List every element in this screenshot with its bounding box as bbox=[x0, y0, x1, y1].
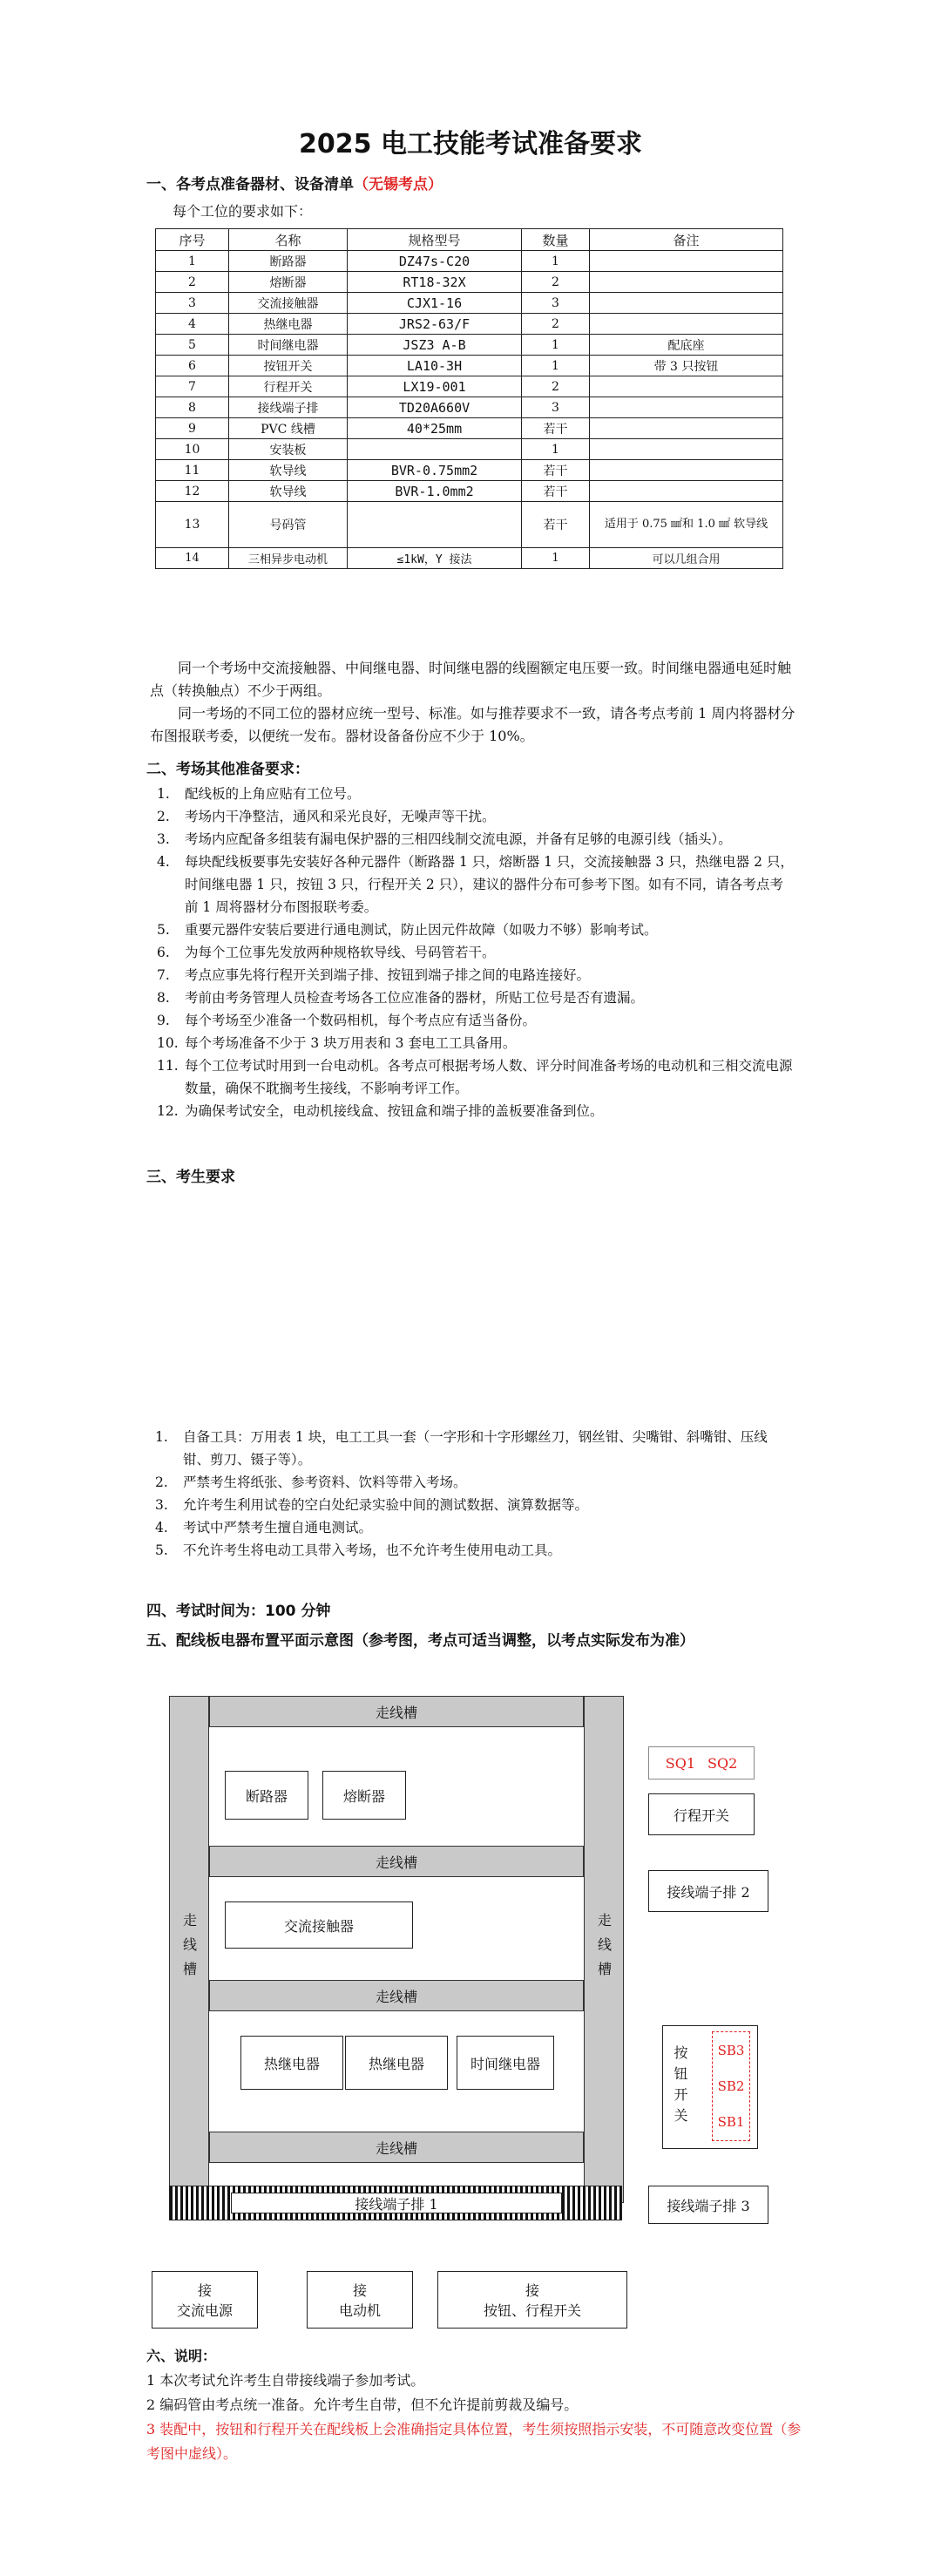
table-cell: 2 bbox=[522, 376, 590, 397]
table-cell: 配底座 bbox=[590, 335, 783, 356]
sq2-label: SQ2 bbox=[707, 1754, 738, 1772]
table-cell: 9 bbox=[156, 418, 229, 439]
table-cell: JSZ3 A-B bbox=[348, 335, 522, 356]
list-item-number: 9. bbox=[157, 1013, 170, 1028]
list-item-text: 配线板的上角应贴有工位号。 bbox=[185, 786, 361, 802]
table-row bbox=[156, 439, 783, 460]
section1-para1: 同一个考场中交流接触器、中间继电器、时间继电器的线圈额定电压要一致。时间继电器通电延时触点（转换触点）不少于两组。 bbox=[150, 660, 792, 699]
list-item bbox=[150, 783, 795, 805]
button-group bbox=[712, 2031, 750, 2141]
table-cell: 8 bbox=[156, 397, 229, 418]
fuse-component: 熔断器 bbox=[322, 1771, 406, 1820]
list-item-text: 自备工具：万用表 1 块，电工工具一套（一字形和十字形螺丝刀，钢丝钳、尖嘴钳、斜嘴钳、压线钳、剪刀、镊子等）。 bbox=[183, 1429, 768, 1468]
trunking-label: 走线槽 bbox=[375, 1988, 417, 2005]
table-cell: 安装板 bbox=[229, 439, 348, 460]
list-item-number: 12. bbox=[157, 1103, 179, 1119]
button-switch bbox=[662, 2025, 758, 2149]
table-header-cell: 序号 bbox=[156, 229, 229, 251]
table-cell bbox=[590, 376, 783, 397]
list-item-number: 7. bbox=[157, 967, 170, 983]
list-item bbox=[148, 1426, 793, 1471]
trunking-row-1 bbox=[209, 1696, 584, 1727]
table-cell: 若干 bbox=[522, 418, 590, 439]
table-cell bbox=[590, 293, 783, 314]
left-trunking-label: 走线槽 bbox=[180, 1913, 198, 1986]
sb2-label: SB2 bbox=[717, 2078, 745, 2094]
table-cell bbox=[590, 439, 783, 460]
table-header-cell: 数量 bbox=[522, 229, 590, 251]
list-item-number: 3. bbox=[155, 1497, 168, 1513]
section1-heading bbox=[146, 172, 443, 193]
trunking-label: 走线槽 bbox=[375, 2139, 417, 2157]
table-cell: 若干 bbox=[522, 502, 590, 548]
terminal-block-3: 接线端子排 3 bbox=[648, 2186, 768, 2224]
list-item-text: 允许考生利用试卷的空白处纪录实验中间的测试数据、演算数据等。 bbox=[183, 1497, 589, 1513]
button-limit-connection-line2: 按钮、行程开关 bbox=[483, 2302, 581, 2319]
list-item-number: 6. bbox=[157, 945, 170, 960]
table-cell: 10 bbox=[156, 439, 229, 460]
list-item bbox=[150, 941, 795, 964]
list-item-text: 每个考场准备不少于 3 块万用表和 3 套电工工具备用。 bbox=[185, 1035, 517, 1051]
table-row bbox=[156, 548, 783, 569]
table-cell: 1 bbox=[522, 251, 590, 272]
right-trunking-label: 走线槽 bbox=[595, 1913, 613, 1986]
table-cell: 1 bbox=[522, 439, 590, 460]
list-item-text: 考试中严禁考生擅自通电测试。 bbox=[183, 1520, 373, 1535]
list-item bbox=[150, 828, 795, 851]
table-cell: BVR-1.0mm2 bbox=[348, 481, 522, 502]
list-item bbox=[148, 1471, 793, 1494]
limit-switch-labels bbox=[648, 1746, 755, 1779]
table-cell: 14 bbox=[156, 548, 229, 569]
list-item-text: 为确保考试安全，电动机接线盒、按钮盒和端子排的盖板要准备到位。 bbox=[185, 1103, 604, 1119]
list-item bbox=[148, 1539, 793, 1562]
list-item-number: 11. bbox=[157, 1058, 179, 1074]
list-item-text: 每个考场至少准备一个数码相机，每个考点应有适当备份。 bbox=[185, 1013, 537, 1028]
table-cell bbox=[348, 439, 522, 460]
time-relay: 时间继电器 bbox=[457, 2036, 554, 2090]
list-item bbox=[150, 986, 795, 1009]
table-cell: 熔断器 bbox=[229, 272, 348, 293]
motor-connection-line1: 接 bbox=[352, 2282, 367, 2299]
power-connection-line2: 交流电源 bbox=[176, 2302, 233, 2319]
list-item-number: 1. bbox=[157, 786, 170, 802]
sb3-label: SB3 bbox=[717, 2042, 745, 2058]
table-cell: 可以几组合用 bbox=[590, 548, 783, 569]
note-3: 3 装配中，按钮和行程开关在配线板上会准确指定具体位置，考生须按照指示安装，不可随意改变位置（参考图中虚线）。 bbox=[146, 2421, 802, 2462]
list-item-text: 考点应事先将行程开关到端子排、按钮到端子排之间的电路连接好。 bbox=[185, 967, 591, 983]
table-header-cell: 规格型号 bbox=[348, 229, 522, 251]
list-item-number: 5. bbox=[155, 1542, 168, 1558]
table-cell: LX19-001 bbox=[348, 376, 522, 397]
table-cell bbox=[590, 314, 783, 335]
table-cell: PVC 线槽 bbox=[229, 418, 348, 439]
trunking-row-3 bbox=[209, 1980, 584, 2011]
list-item-number: 4. bbox=[157, 854, 170, 870]
left-trunking bbox=[169, 1696, 209, 2203]
trunking-label: 走线槽 bbox=[375, 1704, 417, 1721]
trunking-row-2 bbox=[209, 1846, 584, 1877]
table-cell: 3 bbox=[522, 397, 590, 418]
table-row bbox=[156, 335, 783, 356]
limit-switch: 行程开关 bbox=[648, 1793, 755, 1835]
list-item-number: 1. bbox=[155, 1429, 168, 1445]
section5-heading: 五、配线板电器布置平面示意图（参考图，考点可适当调整，以考点实际发布为准） bbox=[146, 1632, 694, 1650]
trunking-label: 走线槽 bbox=[375, 1854, 417, 1871]
table-cell: LA10-3H bbox=[348, 356, 522, 376]
table-cell: 2 bbox=[156, 272, 229, 293]
table-cell bbox=[590, 397, 783, 418]
table-cell bbox=[590, 251, 783, 272]
table-cell: TD20A660V bbox=[348, 397, 522, 418]
list-item bbox=[148, 1516, 793, 1539]
list-item bbox=[150, 964, 795, 986]
table-cell: 11 bbox=[156, 460, 229, 481]
contactor-component: 交流接触器 bbox=[225, 1901, 413, 1949]
table-cell bbox=[348, 502, 522, 548]
list-item-number: 8. bbox=[157, 990, 170, 1006]
section1-heading-text: 一、各考点准备器材、设备清单 bbox=[146, 176, 354, 193]
power-connection bbox=[152, 2271, 258, 2329]
terminal-block-1 bbox=[169, 2186, 622, 2220]
list-item bbox=[150, 919, 795, 941]
section3-list bbox=[148, 1426, 793, 1562]
document-title: 2025 电工技能考试准备要求 bbox=[299, 129, 642, 159]
table-cell: 适用于 0.75 ㎟和 1.0 ㎟ 软导线 bbox=[590, 502, 783, 548]
table-row bbox=[156, 397, 783, 418]
table-cell: 7 bbox=[156, 376, 229, 397]
note-2: 2 编码管由考点统一准备。允许考生自带，但不允许提前剪裁及编号。 bbox=[146, 2396, 579, 2413]
table-cell: 若干 bbox=[522, 481, 590, 502]
section2-list bbox=[150, 783, 795, 1122]
list-item bbox=[150, 1032, 795, 1054]
table-header-cell: 备注 bbox=[590, 229, 783, 251]
table-cell: 软导线 bbox=[229, 481, 348, 502]
motor-connection-line2: 电动机 bbox=[338, 2302, 381, 2319]
list-item-number: 10. bbox=[157, 1035, 179, 1051]
table-cell: 热继电器 bbox=[229, 314, 348, 335]
trunking-row-4 bbox=[209, 2132, 584, 2163]
table-cell: 13 bbox=[156, 502, 229, 548]
table-cell: 3 bbox=[522, 293, 590, 314]
list-item bbox=[150, 851, 795, 919]
table-cell: ≤1kW，Y 接法 bbox=[348, 548, 522, 569]
list-item bbox=[150, 1100, 795, 1122]
list-item-number: 2. bbox=[157, 809, 170, 824]
table-cell: 时间继电器 bbox=[229, 335, 348, 356]
list-item-number: 3. bbox=[157, 831, 170, 847]
list-item-text: 严禁考生将纸张、参考资料、饮料等带入考场。 bbox=[183, 1474, 467, 1490]
list-item-number: 4. bbox=[155, 1520, 168, 1535]
table-cell: JRS2-63/F bbox=[348, 314, 522, 335]
section6-heading: 六、说明： bbox=[146, 2348, 217, 2364]
list-item-number: 5. bbox=[157, 922, 170, 938]
list-item bbox=[150, 805, 795, 828]
sq1-label: SQ1 bbox=[665, 1754, 695, 1772]
table-row bbox=[156, 418, 783, 439]
list-item bbox=[150, 1054, 795, 1100]
list-item-text: 为每个工位事先发放两种规格软导线、号码管若干。 bbox=[185, 945, 496, 960]
list-item-text: 不允许考生将电动工具带入考场，也不允许考生使用电动工具。 bbox=[183, 1542, 562, 1558]
table-cell: 接线端子排 bbox=[229, 397, 348, 418]
table-cell: 三相异步电动机 bbox=[229, 548, 348, 569]
table-row bbox=[156, 314, 783, 335]
button-switch-label: 按钮开关 bbox=[672, 2045, 688, 2129]
list-item-text: 每个工位考试时用到一台电动机。各考点可根据考场人数、评分时间准备考场的电动机和三相交流电源数量，确保不耽搁考生接线，不影响考评工作。 bbox=[185, 1058, 793, 1096]
table-cell: 号码管 bbox=[229, 502, 348, 548]
table-row bbox=[156, 460, 783, 481]
power-connection-line1: 接 bbox=[197, 2282, 212, 2299]
section2-heading: 二、考场其他准备要求： bbox=[146, 761, 309, 778]
table-cell: 交流接触器 bbox=[229, 293, 348, 314]
table-cell: 行程开关 bbox=[229, 376, 348, 397]
equipment-table bbox=[155, 228, 783, 569]
table-row bbox=[156, 376, 783, 397]
table-cell bbox=[590, 272, 783, 293]
table-row bbox=[156, 481, 783, 502]
table-cell: 软导线 bbox=[229, 460, 348, 481]
table-cell: 1 bbox=[156, 251, 229, 272]
thermal-relay-1: 热继电器 bbox=[240, 2036, 343, 2090]
section1-para2: 同一考场的不同工位的器材应统一型号、标准。如与推荐要求不一致，请各考点考前 1 周内将器材分布图报联考委，以便统一发布。器材设备备份应不少于 10%。 bbox=[150, 705, 795, 744]
table-row bbox=[156, 251, 783, 272]
table-cell: BVR-0.75mm2 bbox=[348, 460, 522, 481]
table-row bbox=[156, 272, 783, 293]
list-item-text: 考场内干净整洁，通风和采光良好，无噪声等干扰。 bbox=[185, 809, 496, 824]
table-cell: 4 bbox=[156, 314, 229, 335]
list-item-number: 2. bbox=[155, 1474, 168, 1490]
table-cell: 40*25mm bbox=[348, 418, 522, 439]
table-cell bbox=[590, 460, 783, 481]
table-cell: 5 bbox=[156, 335, 229, 356]
table-cell: 若干 bbox=[522, 460, 590, 481]
list-item bbox=[150, 1009, 795, 1032]
section3-heading: 三、考生要求 bbox=[146, 1169, 235, 1186]
breaker-component: 断路器 bbox=[225, 1771, 308, 1820]
table-cell: 按钮开关 bbox=[229, 356, 348, 376]
list-item-text: 考前由考务管理人员检查考场各工位应准备的器材，所贴工位号是否有遗漏。 bbox=[185, 990, 645, 1006]
button-limit-connection-line1: 接 bbox=[525, 2282, 539, 2299]
table-cell: 1 bbox=[522, 335, 590, 356]
table-row bbox=[156, 502, 783, 548]
table-cell: RT18-32X bbox=[348, 272, 522, 293]
note-1: 1 本次考试允许考生自带接线端子参加考试。 bbox=[146, 2372, 425, 2389]
table-cell: DZ47s-C20 bbox=[348, 251, 522, 272]
table-cell: 带 3 只按钮 bbox=[590, 356, 783, 376]
table-row bbox=[156, 293, 783, 314]
section4-heading: 四、考试时间为：100 分钟 bbox=[146, 1603, 331, 1620]
list-item bbox=[148, 1494, 793, 1516]
table-cell: 6 bbox=[156, 356, 229, 376]
table-header-cell: 名称 bbox=[229, 229, 348, 251]
table-cell bbox=[590, 418, 783, 439]
list-item-text: 重要元器件安装后要进行通电测试，防止因元件故障（如吸力不够）影响考试。 bbox=[185, 922, 658, 938]
terminal-block-2: 接线端子排 2 bbox=[648, 1870, 768, 1912]
sb1-label: SB1 bbox=[717, 2114, 745, 2131]
table-cell: 2 bbox=[522, 272, 590, 293]
table-row bbox=[156, 356, 783, 376]
section1-tag: （无锡考点） bbox=[354, 176, 443, 193]
table-cell: 1 bbox=[522, 548, 590, 569]
motor-connection bbox=[307, 2271, 413, 2329]
table-cell: 3 bbox=[156, 293, 229, 314]
table-cell: 12 bbox=[156, 481, 229, 502]
terminal-block-1-label: 接线端子排 1 bbox=[231, 2193, 562, 2213]
right-trunking bbox=[584, 1696, 624, 2203]
table-cell bbox=[590, 481, 783, 502]
thermal-relay-2: 热继电器 bbox=[345, 2036, 448, 2090]
section1-intro: 每个工位的要求如下： bbox=[173, 203, 313, 220]
table-cell: 断路器 bbox=[229, 251, 348, 272]
table-cell: 1 bbox=[522, 356, 590, 376]
table-cell: CJX1-16 bbox=[348, 293, 522, 314]
table-header-row bbox=[156, 229, 783, 251]
list-item-text: 考场内应配备多组装有漏电保护器的三相四线制交流电源，并备有足够的电源引线（插头）。 bbox=[185, 831, 732, 847]
table-cell: 2 bbox=[522, 314, 590, 335]
list-item-text: 每块配线板要事先安装好各种元器件（断路器 1 只，熔断器 1 只，交流接触器 3 只，热继电器 2 只，时间继电器 1 只，按钮 3 只，行程开关 2 只），建议的器件分布可参考下图。如有不同，请各考点考前 1 周将器材分布图报联考委。 bbox=[185, 854, 794, 915]
button-limit-connection bbox=[437, 2271, 627, 2329]
